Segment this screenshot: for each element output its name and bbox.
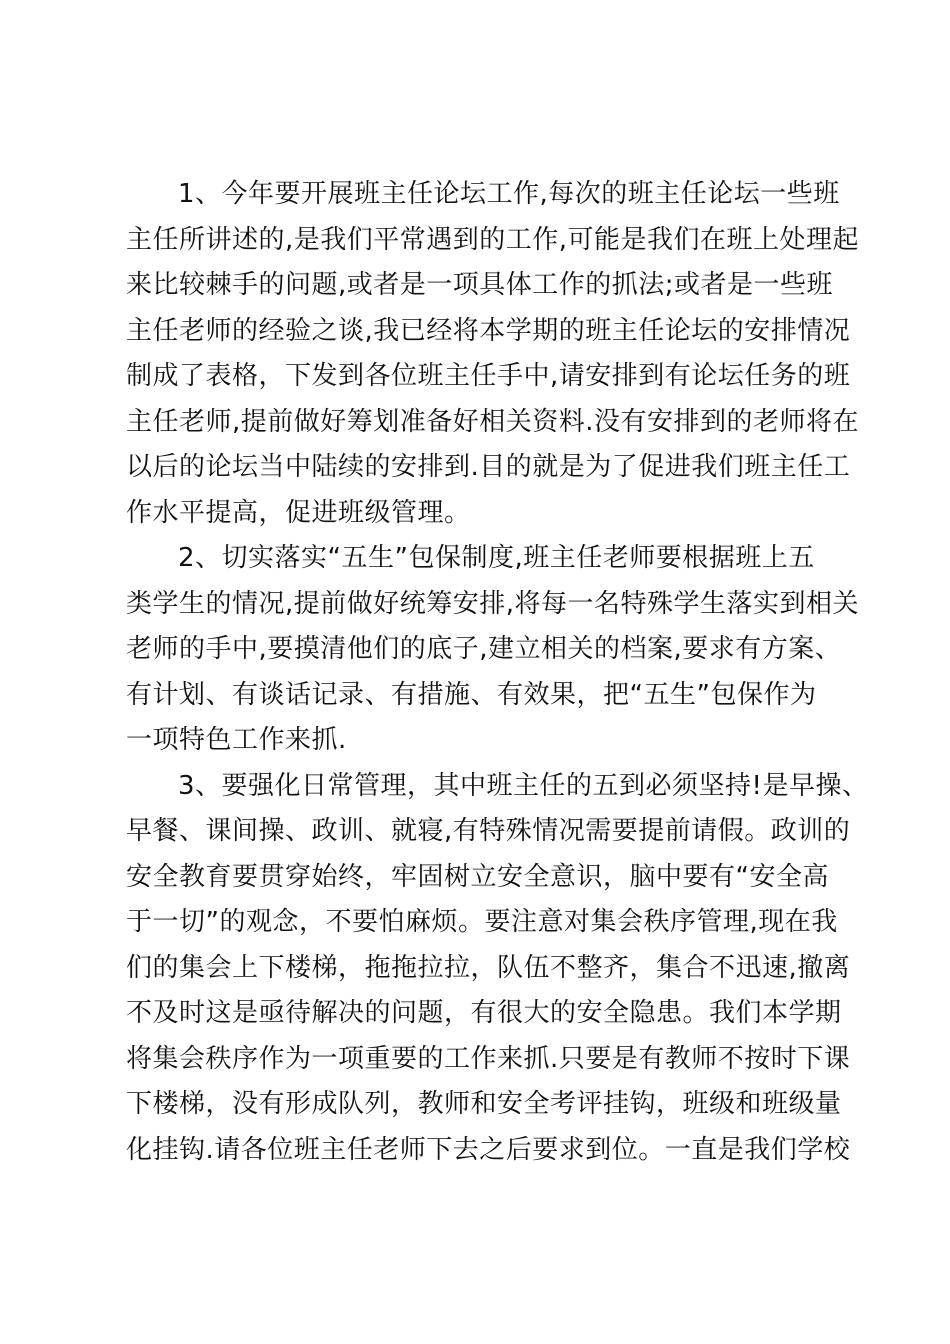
text-line: 于一切”的观念，不要怕麻烦。要注意对集会秩序管理,现在我: [126, 907, 838, 937]
text-line: 主任所讲述的,是我们平常遇到的工作,可能是我们在班上处理起: [126, 224, 860, 255]
text-line: 3、要强化日常管理，其中班主任的五到必须坚持!是早操、: [178, 770, 869, 801]
paragraph-3: [126, 764, 869, 1174]
text-line: 一项特色工作来抓.: [126, 725, 347, 755]
text-line: 主任老师的经验之谈,我已经将本学期的班主任论坛的安排情况: [126, 315, 851, 346]
text-line: 2、切实落实“五生”包保制度,班主任老师要根据班上五: [178, 543, 815, 573]
text-line: 类学生的情况,提前做好统筹安排,将每一名特殊学生落实到相关: [126, 588, 860, 619]
paragraph-2: [126, 536, 860, 764]
text-line: 以后的论坛当中陆续的安排到.目的就是为了促进我们班主任工: [126, 452, 851, 482]
text-line: 安全教育要贯穿始终，牢固树立安全意识，脑中要有“安全高: [126, 861, 829, 892]
text-line: 1、今年要开展班主任论坛工作,每次的班主任论坛一些班: [178, 179, 840, 209]
text-line: 主任老师,提前做好筹划准备好相关资料.没有安排到的老师将在: [126, 406, 860, 437]
text-line: 作水平提高，促进班级管理。: [126, 497, 471, 528]
text-line: 不及时这是亟待解决的问题，有很大的安全隐患。我们本学期: [126, 998, 842, 1028]
text-line: 们的集会上下楼梯，拖拖拉拉，队伍不整齐，集合不迅速,撤离: [126, 952, 851, 983]
text-line: 有计划、有谈话记录、有措施、有效果，把“五生”包保作为: [126, 679, 817, 710]
text-line: 化挂钩.请各位班主任老师下去之后要求到位。一直是我们学校: [126, 1134, 851, 1165]
text-line: 制成了表格，下发到各位班主任手中,请安排到有论坛任务的班: [126, 361, 851, 391]
text-line: 将集会秩序作为一项重要的工作来抓.只要是有教师不按时下课: [126, 1043, 851, 1074]
document-body: [126, 172, 869, 1173]
text-line: 来比较棘手的问题,或者是一项具体工作的抓法;或者是一些班: [126, 270, 834, 300]
text-line: 老师的手中,要摸清他们的底子,建立相关的档案,要求有方案、: [126, 634, 842, 664]
text-line: 早餐、课间操、政训、就寝,有特殊情况需要提前请假。政训的: [126, 816, 851, 846]
text-line: 下楼梯，没有形成队列，教师和安全考评挂钩，班级和班级量: [126, 1089, 842, 1119]
paragraph-1: [126, 172, 860, 536]
